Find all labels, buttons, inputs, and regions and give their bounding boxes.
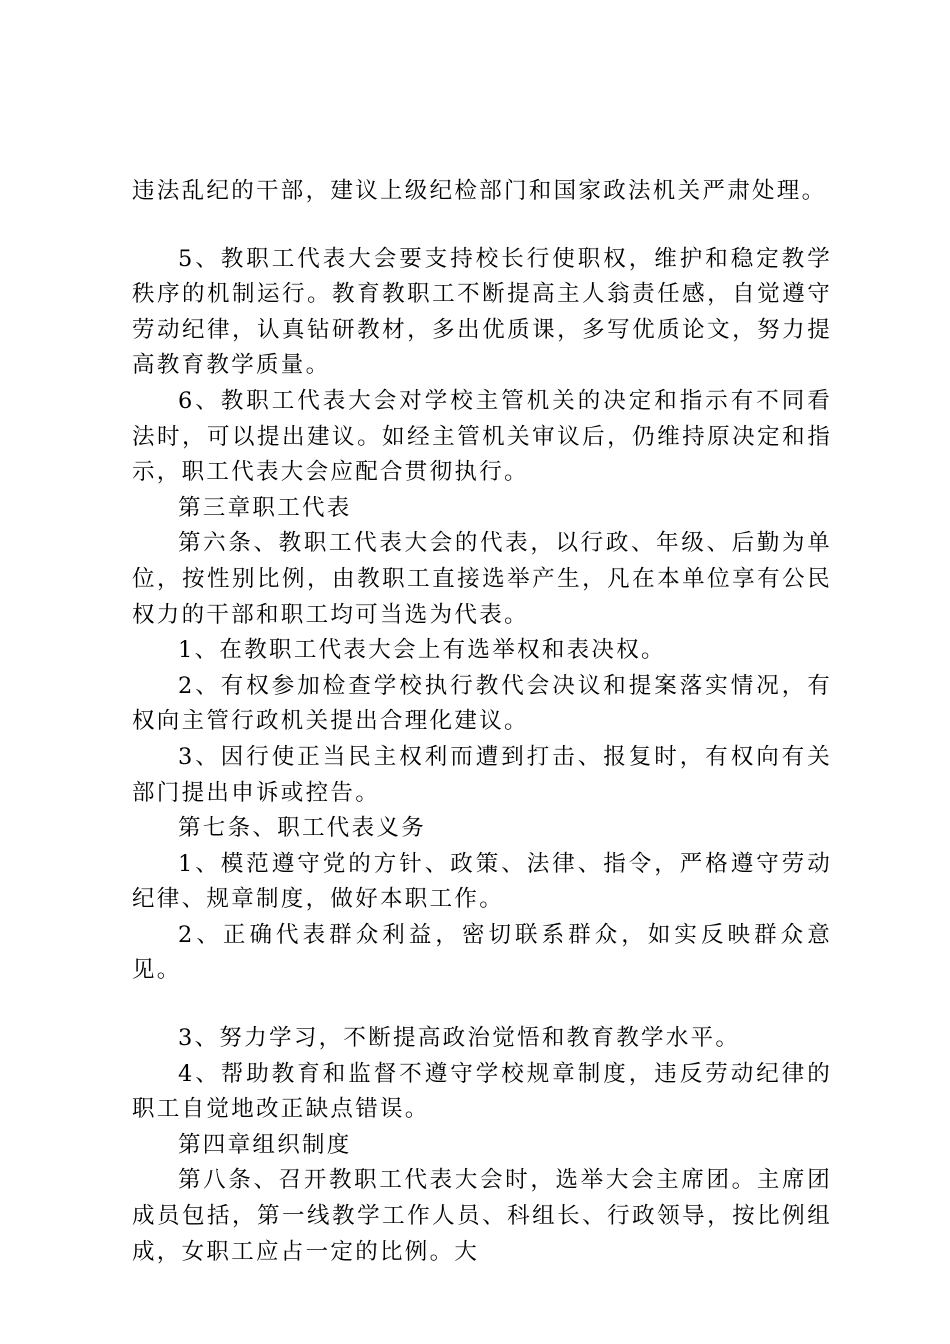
article-8: 第八条、召开教职工代表大会时，选举大会主席团。主席团成员包括，第一线教学工作人员、科组长、行政领导，按比例组成，女职工应占一定的比例。大 <box>132 1167 832 1265</box>
article-6: 第六条、教职工代表大会的代表，以行政、年级、后勤为单位，按性别比例，由教职工直接选举产生，凡在本单位享有公民权力的干部和职工均可当选为代表。 <box>132 530 832 628</box>
document-page <box>132 174 832 1270</box>
article-7-heading: 第七条、职工代表义务 <box>178 815 427 842</box>
paragraph-right-2: 2、有权参加检查学校执行教代会决议和提案落实情况，有权向主管行政机关提出合理化建议。 <box>132 672 832 735</box>
paragraph-duty-3: 3、努力学习，不断提高政治觉悟和教育教学水平。 <box>178 1025 741 1052</box>
paragraph-continuation: 违法乱纪的干部，建议上级纪检部门和国家政法机关严肃处理。 <box>132 178 827 204</box>
chapter-heading-3: 第三章职工代表 <box>178 494 352 521</box>
chapter-heading-4: 第四章组织制度 <box>178 1131 352 1158</box>
paragraph-duty-4: 4、帮助教育和监督不遵守学校规章制度，违反劳动纪律的职工自觉地改正缺点错误。 <box>132 1060 832 1123</box>
paragraph-duty-2: 2、正确代表群众利益，密切联系群众，如实反映群众意见。 <box>132 921 832 984</box>
paragraph-right-1: 1、在教职工代表大会上有选举权和表决权。 <box>178 637 666 664</box>
paragraph-item-5: 5、教职工代表大会要支持校长行使职权，维护和稳定教学秩序的机制运行。教育教职工不断提高主人翁责任感，自觉遵守劳动纪律，认真钻研教材，多出优质课，多写优质论文，努力提高教育教学质量。 <box>132 245 832 379</box>
paragraph-gap <box>132 989 832 1021</box>
paragraph-item-6: 6、教职工代表大会对学校主管机关的决定和指示有不同看法时，可以提出建议。如经主管机关审议后，仍维持原决定和指示，职工代表大会应配合贯彻执行。 <box>132 387 832 486</box>
paragraph-duty-1: 1、模范遵守党的方针、政策、法律、指令，严格遵守劳动纪律、规章制度，做好本职工作。 <box>132 850 832 913</box>
paragraph-right-3: 3、因行使正当民主权利而遭到打击、报复时，有权向有关部门提出申诉或控告。 <box>132 743 832 806</box>
paragraph-gap <box>132 210 832 242</box>
